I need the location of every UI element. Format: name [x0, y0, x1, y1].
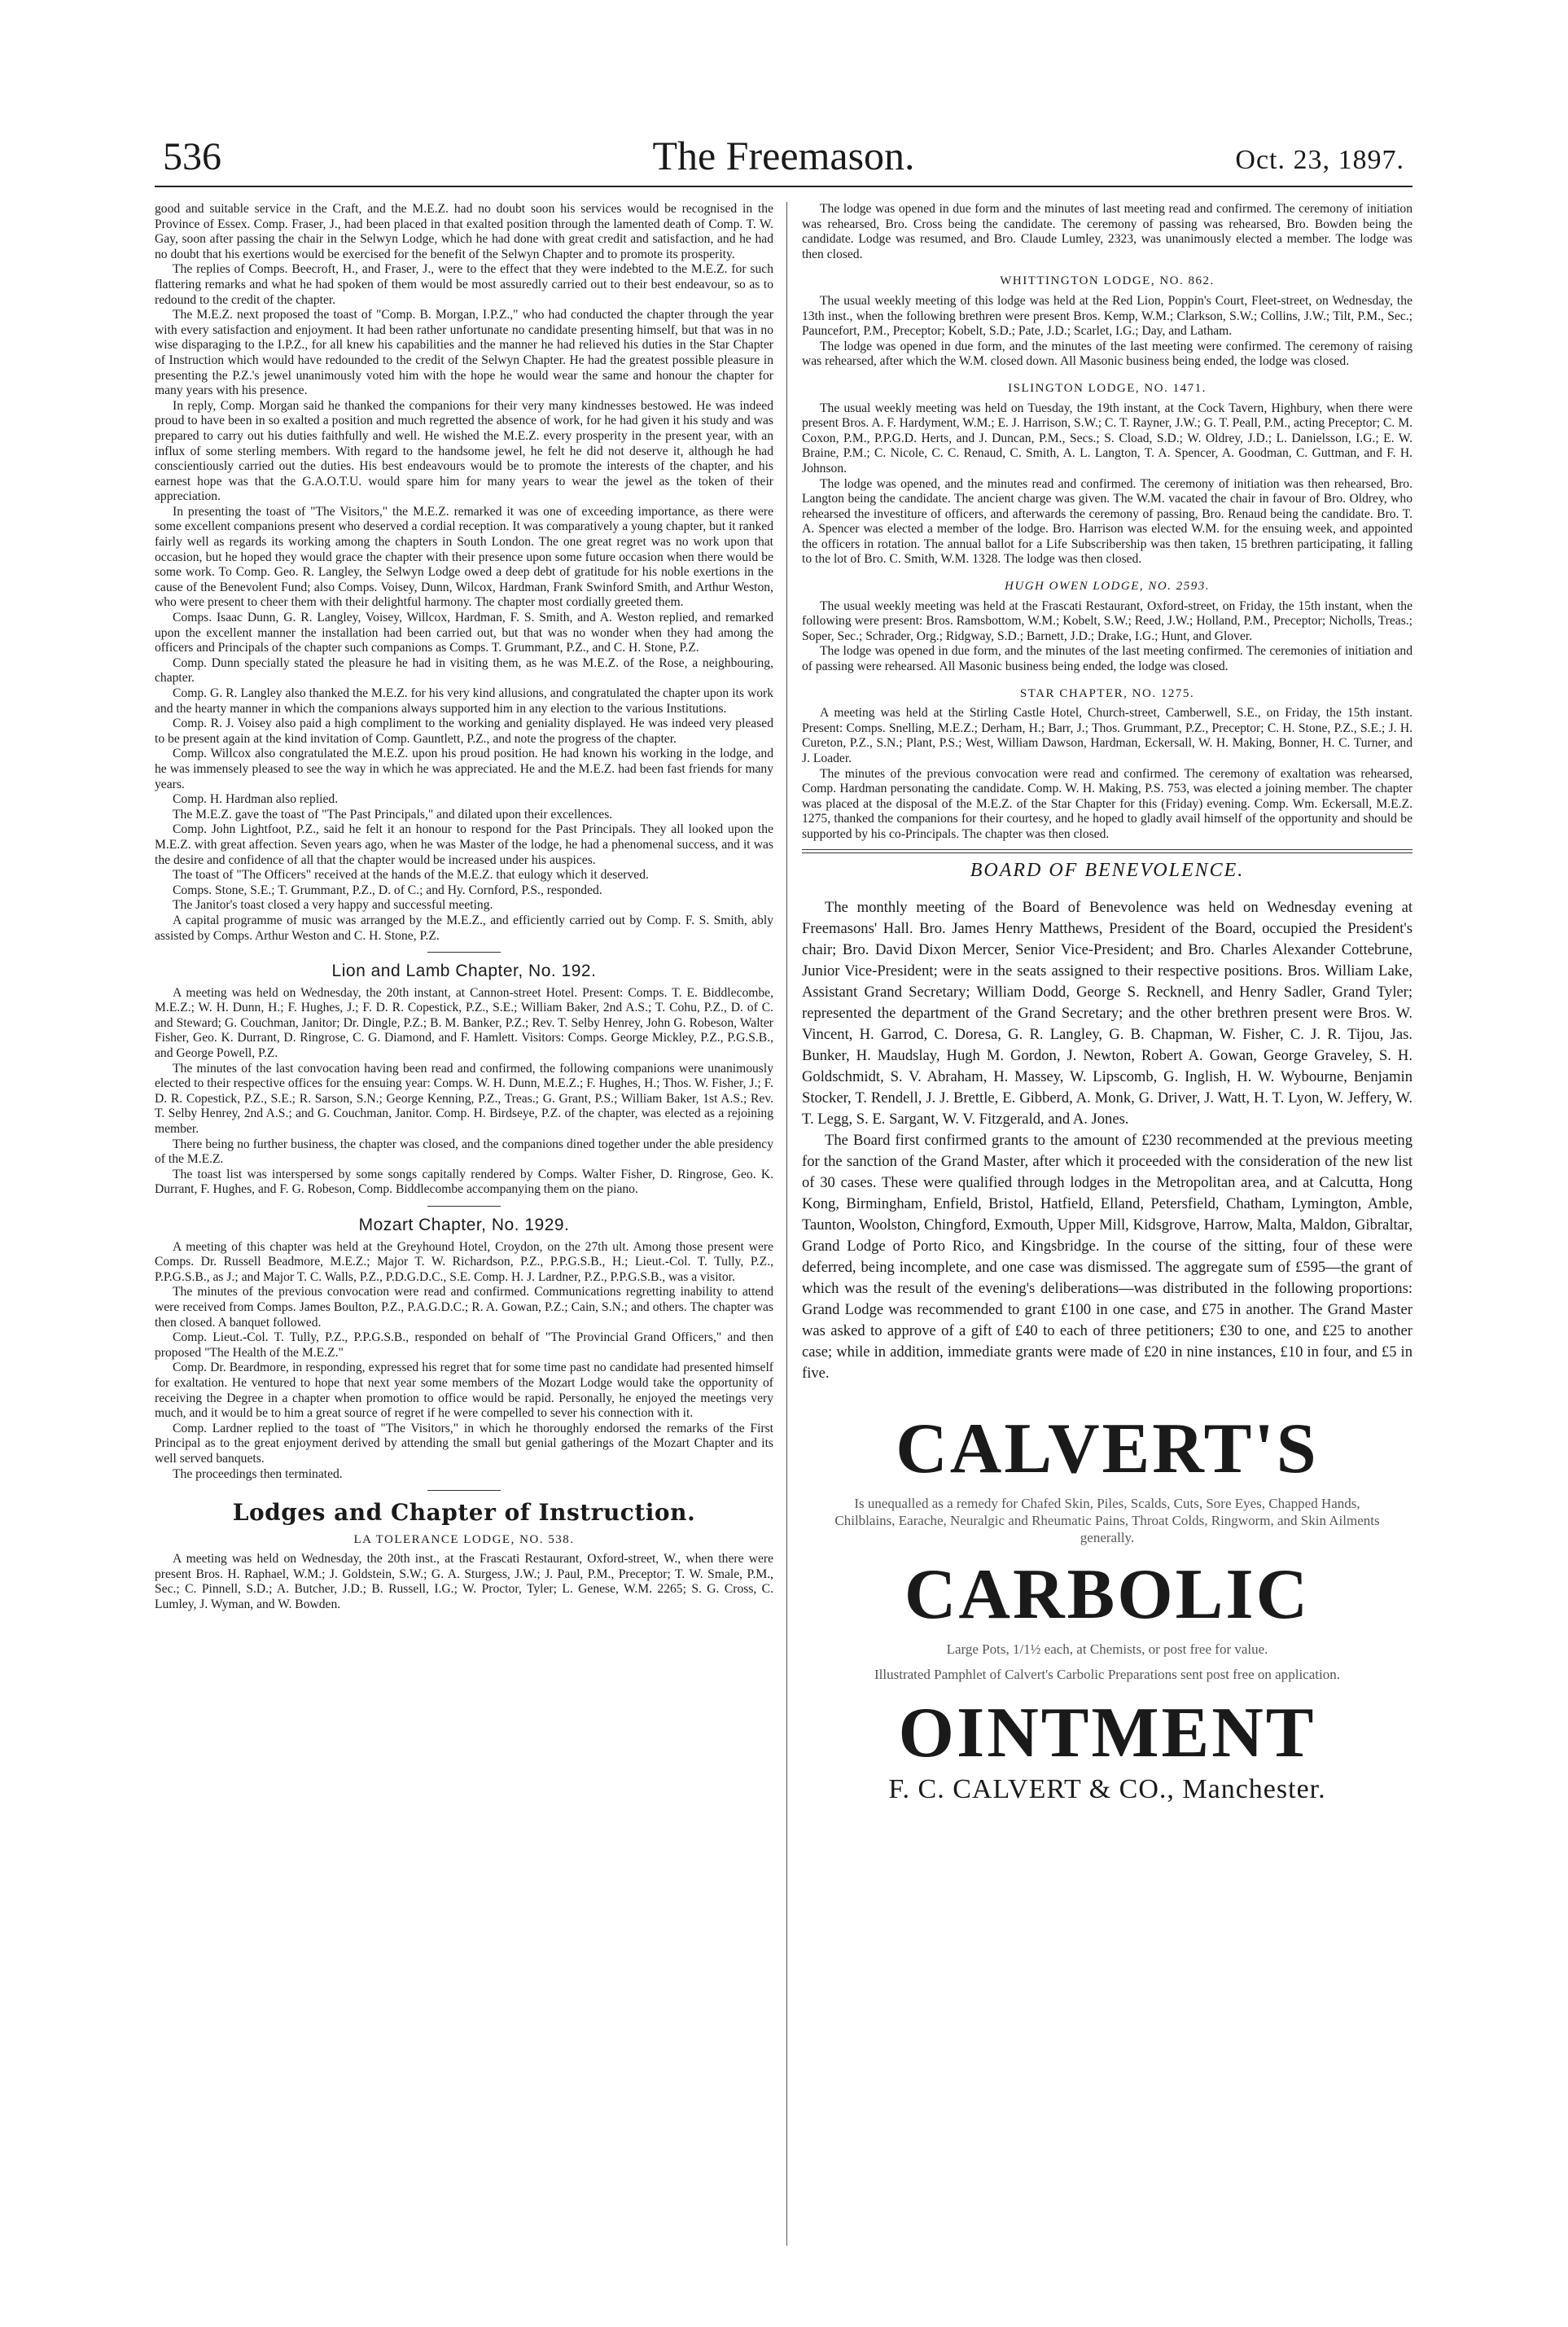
- paragraph: The usual weekly meeting of this lodge was held at the Red Lion, Poppin's Court, Fleet-street, on Wednesday, the 13th inst., when the following brethren were present Bros. Kemp, W.M.; Clarkson, S.W.; Collins, J.W.; Tilt, P.M., Sec.; Pauncefort, P.M., Preceptor; Kobelt, S.D.; Pate, J.D.; Scarlet, I.G.; Day, and Latham.: [802, 293, 1413, 339]
- hugh-owen-lodge-title: HUGH OWEN LODGE, NO. 2593.: [1005, 580, 1210, 594]
- issue-date: Oct. 23, 1897.: [1235, 145, 1404, 175]
- paragraph: Comp. Dunn specially stated the pleasure he had in visiting them, as he was M.E.Z. of the Rose, a neighbouring, chapter.: [155, 655, 773, 686]
- paragraph: Comp. G. R. Langley also thanked the M.E.Z. for his very kind allusions, and congratulated the chapter upon its work and the hearty manner in which the companions always supported him in any election to the various Institutions.: [155, 686, 773, 716]
- mozart-chapter-report: [155, 1240, 773, 1483]
- left-column: [155, 202, 773, 1613]
- paragraph: A meeting was held on Wednesday, the 20th inst., at the Frascati Restaurant, Oxford-street, W., when there were present Bros. H. Raphael, W.M.; J. Goldstein, S.W.; G. A. Sturgess, J.W.; J. Paul, P.M., Preceptor; T. W. Smale, P.M., Sec.; C. Pinnell, S.D.; A. Butcher, J.D.; B. Russell, I.G.; W. Proctor, Tyler; L. Genese, W.M. 2265; S. G. Cross, C. Lumley, J. Wyman, and W. Bowden.: [155, 1552, 773, 1612]
- paragraph: Comps. Stone, S.E.; T. Grummant, P.Z., D. of C.; and Hy. Cornford, P.S., responded.: [173, 883, 602, 897]
- advert-headline-carbolic: CARBOLIC: [904, 1555, 1311, 1635]
- publication-title: The Freemason.: [652, 133, 915, 178]
- advert-headline-ointment: OINTMENT: [898, 1694, 1316, 1773]
- paragraph: Comp. John Lightfoot, P.Z., said he felt it an honour to respond for the Past Principals. They all looked upon the M.E.Z. with great affection. Seven years ago, when he was Master of the lodge, he had a phenomenal success, and it was the desire and confidence of all that the chapter would be increased under his auspices.: [155, 822, 773, 867]
- paragraph: The lodge was opened in due form and the minutes of last meeting read and confirmed. The ceremony of initiation was rehearsed, Bro. Cross being the candidate. The ceremony of passing was rehearsed, Bro. Bowden being the candidate. Lodge was resumed, and Bro. Claude Lumley, 2323, was unanimously elected a member. The lodge was then closed.: [802, 202, 1413, 261]
- right-column: [802, 202, 1413, 1805]
- board-of-benevolence-report: [802, 897, 1413, 1384]
- hugh-owen-lodge-report: [802, 599, 1413, 675]
- lion-and-lamb-report: [155, 986, 773, 1198]
- paragraph: The minutes of the previous convocation were read and confirmed. Communications regretting inability to attend were received from Comps. James Boulton, P.Z., P.A.G.D.C.; R. A. Gowan, P.Z.; Cain, S.N.; and others. The chapter was then closed. A banquet followed.: [155, 1285, 773, 1330]
- advert-price: Large Pots, 1/1½ each, at Chemists, or post free for value.: [946, 1641, 1268, 1658]
- paragraph: A meeting of this chapter was held at the Greyhound Hotel, Croydon, on the 27th ult. Among those present were Comps. Dr. Russell Beadmore, M.E.Z.; Major T. W. Richardson, P.Z., P.P.G.S.B., H.; Lieut.-Col. T. Tully, P.Z., P.P.G.S.B., as J.; and Major T. C. Walls, P.Z., P.D.G.D.C., S.E. Comp. H. J. Lardner, P.Z., P.P.G.S.B., was a visitor.: [155, 1239, 773, 1284]
- instruction-section-title: Lodges and Chapter of Instruction.: [232, 1499, 696, 1527]
- board-of-benevolence-title: BOARD OF BENEVOLENCE.: [970, 859, 1245, 881]
- section-rule: [427, 1490, 501, 1491]
- paragraph: The minutes of the previous convocation were read and confirmed. The ceremony of exaltation was rehearsed, Comp. Hardman personating the candidate. Comp. W. H. Making, P.S. 753, was elected a joining member. The chapter was placed at the disposal of the M.E.Z. of the Star Chapter for this (Friday) evening. Comp. Wm. Eckersall, M.E.Z. 1275, thanked the companions for their courtesy, and he hoped to gladly avail himself of the opportunity and should be supported by his co-Principals. The chapter was then closed.: [802, 766, 1413, 841]
- star-chapter-title: STAR CHAPTER, NO. 1275.: [1019, 686, 1195, 700]
- paragraph: Comp. Lieut.-Col. T. Tully, P.Z., P.P.G.S.B., responded on behalf of "The Provincial Grand Officers," and then proposed "The Health of the M.E.Z.": [155, 1330, 773, 1360]
- paragraph: A meeting was held at the Stirling Castle Hotel, Church-street, Camberwell, S.E., on Friday, the 15th instant. Present: Comps. Snelling, M.E.Z.; Derham, H.; Barr, J.; Thos. Grummant, P.Z., Preceptor; C. H. Stone, P.Z., S.E.; J. H. Cureton, P.Z., S.N.; Plant, P.S.; West, William Dawson, Hardman, Eckersall, W. H. Making, Bonner, H. C. Turner, and J. Loader.: [802, 706, 1413, 765]
- advert-maker: F. C. CALVERT & CO., Manchester.: [888, 1774, 1326, 1805]
- paragraph: Comp. R. J. Voisey also paid a high compliment to the working and geniality displayed. He was indeed very pleased to be present again at the kind invitation of Comp. Gauntlett, P.Z., and note the progress of the chapter.: [155, 717, 773, 746]
- islington-lodge-report: [802, 401, 1413, 568]
- page-number: 536: [163, 135, 221, 178]
- paragraph: Comps. Isaac Dunn, G. R. Langley, Voisey, Willcox, Hardman, F. S. Smith, and A. Weston replied, and remarked upon the excellent manner the installation had been carried out, but that was no wonder when they had among the officers and Principals of the chapter such companions as Comps. T. Grummant, P.Z., and C. H. Stone, P.Z.: [155, 611, 773, 655]
- paragraph: Comp. Lardner replied to the toast of "The Visitors," in which he thoroughly endorsed the remarks of the First Principal as to the great enjoyment derived by attending the small but genial gatherings of the Mozart Chapter and its well served banquets.: [155, 1421, 773, 1466]
- paragraph: The lodge was opened in due form, and the minutes of the last meeting were confirmed. The ceremony of raising was rehearsed, after which the W.M. closed down. All Masonic business being ended, the lodge was closed.: [802, 339, 1413, 369]
- paragraph: A meeting was held on Wednesday, the 20th instant, at Cannon-street Hotel. Present: Comps. T. E. Biddlecombe, M.E.Z.; W. H. Dunn, H.; F. Hughes, J.; F. D. R. Copestick, P.Z., S.E.; William Baker, 2nd A.S.; T. Cohu, P.Z., D. of C. and Steward; G. Couchman, Janitor; Dr. Dingle, P.Z.; B. M. Banker, P.Z.; Rev. T. Selby Henrey, John G. Robeson, Walter Fisher, Geo. K. Durrant, D. Ringrose, C. G. Diamond, and F. Hamlett. Visitors: Comps. George Mickley, P.Z., P.G.S.B., and George Powell, P.Z.: [155, 985, 773, 1061]
- paragraph: The toast list was interspersed by some songs capitally rendered by Comps. Walter Fisher, D. Ringrose, Geo. K. Durrant, F. Hughes, and F. G. Robeson, Comp. Biddlecombe accompanying them on the piano.: [155, 1167, 773, 1197]
- paragraph: The lodge was opened, and the minutes read and confirmed. The ceremony of initiation was then rehearsed, Bro. Langton being the candidate. The ancient charge was given. The W.M. vacated the chair in favour of Bro. Oldrey, who rehearsed the investiture of officers, and afterwards the ceremony of passing, Bro. Renaud being the candidate. Bro. T. A. Spencer was elected a member of the lodge. Bro. Harrison was elected W.M. for the ensuing week, and appointed the officers in rotation. The annual ballot for a Life Subscribership was then taken, 15 brethren participating, it falling to the lot of Bro. C. Smith, W.M. 1328. The lodge was then closed.: [802, 476, 1413, 567]
- column-divider: [786, 202, 787, 2246]
- mozart-chapter-title: Mozart Chapter, No. 1929.: [358, 1216, 570, 1234]
- advert-headline-calverts: CALVERT'S: [896, 1409, 1319, 1489]
- paragraph: The M.E.Z. gave the toast of "The Past Principals," and dilated upon their excellences.: [173, 807, 613, 822]
- paragraph: The monthly meeting of the Board of Benevolence was held on Wednesday evening at Freemasons' Hall. Bro. James Henry Matthews, President of the Board, occupied the President's chair; Bro. David Dixon Mercer, Senior Vice-President; and Bro. Charles Alexander Cottebrune, Junior Vice-President; were in the seats assigned to their respective positions. Bros. William Lake, Assistant Grand Secretary; William Dodd, George S. Recknell, and Henry Sadler, Grand Tyler; represented the department of the Grand Secretary; and the other brethren present were Bros. W. Vincent, H. Garrod, C. Doresa, G. R. Langley, G. B. Chapman, W. Fisher, C. J. R. Tijou, Jas. Bunker, H. Maudslay, Hugh M. Gordon, J. Newton, Robert A. Gowan, George Graveley, S. H. Goldschmidt, S. V. Abraham, H. Massey, W. Lipscomb, G. Inglish, H. W. Wybourne, Benjamin Stocker, T. Rendell, J. J. Brettle, E. Gibberd, A. Monk, G. Driver, J. Watt, H. T. Lyon, W. Jeffery, W. T. Legg, S. E. Sargant, W. V. Fitzgerald, and A. Jones.: [802, 899, 1413, 1128]
- star-chapter-report: [802, 706, 1413, 842]
- paragraph: The Board first confirmed grants to the amount of £230 recommended at the previous meeting for the sanction of the Grand Master, after which it proceeded with the consideration of the new list of 30 cases. These were qualified through lodges in the Metropolitan area, and at Calcutta, Hong Kong, Birmingham, Enfield, Bristol, Hatfield, Elland, Petersfield, Chatham, Lymington, Amble, Taunton, Woolston, Chingford, Exmouth, Upper Mill, Kidsgrove, Harrow, Malta, Maldon, Gibraltar, Grand Lodge of Porto Rico, and Kingsbridge. In the course of the sitting, four of these were deferred, being incomplete, and one case was dismissed. The aggregate sum of £595—the grant of which was the result of the evening's deliberations—was distributed in the following proportions: Grand Lodge was recommended to grant £100 in one case, and £75 in another. The Grand Master was asked to approve of a gift of £40 to each of three petitioners; £30 to one, and £25 to another case; while in addition, immediate grants were made of £20 in nine instances, £10 in four, and £5 in five.: [802, 1132, 1413, 1383]
- paragraph: good and suitable service in the Craft, and the M.E.Z. had no doubt soon his services would be recognised in the Province of Essex. Comp. Fraser, J., had been placed in that exalted position through the lamented death of Comp. T. W. Gay, soon after passing the chair in the Selwyn Lodge, which he had done with great credit and satisfaction, and he had no doubt that his exertions would be exercised for the benefit of the Selwyn Chapter and to promote its prosperity.: [155, 202, 773, 261]
- advert-pamphlet: Illustrated Pamphlet of Calvert's Carbolic Preparations sent post free on application.: [874, 1667, 1340, 1683]
- section-double-rule: [802, 849, 1413, 853]
- selwyn-chapter-report: [155, 202, 773, 944]
- calvert-advertisement: [802, 1409, 1413, 1805]
- lion-and-lamb-title: Lion and Lamb Chapter, No. 192.: [331, 962, 597, 981]
- masthead: [155, 121, 1413, 187]
- paragraph: Comp. H. Hardman also replied.: [173, 792, 339, 807]
- islington-lodge-title: ISLINGTON LODGE, NO. 1471.: [1008, 381, 1207, 395]
- paragraph: In reply, Comp. Morgan said he thanked the companions for their very many kindnesses bestowed. He was indeed proud to have been in so exalted a position and much regretted the absence of work, for he had given it his study and was prepared to carry out his duties faithfully and well. He wished the M.E.Z. every prosperity in the present year, with an influx of some sterling members. With regard to the handsome jewel, he felt he did not deserve it, although he had conscientiously carried out the duties. His best endeavours would be to promote the interests of the chapter, and his earnest hope was that the G.A.O.T.U. would spare him for many years to wear the jewel as the token of their appreciation.: [155, 398, 773, 504]
- paragraph: Comp. Dr. Beardmore, in responding, expressed his regret that for some time past no candidate had presented himself for exaltation. He ventured to hope that next year some members of the Mozart Lodge would take the opportunity of receiving the Degree in a chapter when promotion to office would be rapid. Personally, he enjoyed the meetings very much, and it would be to him a great source of regret if he were compelled to sever his connection with it.: [155, 1361, 773, 1421]
- paragraph: Comp. Willcox also congratulated the M.E.Z. upon his proud position. He had known his working in the lodge, and he was immensely pleased to see the way in which he was appreciated. He and the M.E.Z. had been fast friends for many years.: [155, 747, 773, 791]
- whittington-lodge-title: WHITTINGTON LODGE, NO. 862.: [1000, 274, 1215, 288]
- paragraph: The replies of Comps. Beecroft, H., and Fraser, J., were to the effect that they were indebted to the M.E.Z. for such flattering remarks and what he had spoken of them would be most assuredly carried out to their best endeavour, so as to redound to the credit of the chapter.: [155, 262, 773, 307]
- paragraph: The lodge was opened in due form, and the minutes of the last meeting confirmed. The ceremonies of initiation and of passing were rehearsed. All Masonic business being ended, the lodge was closed.: [802, 644, 1413, 674]
- paragraph: The Janitor's toast closed a very happy and successful meeting.: [173, 898, 493, 913]
- paragraph: The minutes of the last convocation having been read and confirmed, the following companions were unanimously elected to their respective offices for the ensuing year: Comps. W. H. Dunn, M.E.Z.; F. Hughes, H.; Thos. W. Fisher, J.; F. D. R. Copestick, P.Z., S.E.; R. Sarson, S.N.; George Kenning, P.Z., Treas.; G. Grant, P.S.; William Baker, 1st A.S.; Rev. T. Selby Henrey, 2nd A.S.; and G. Couchman, Janitor. Comp. H. Birdseye, P.Z. of the chapter, was elected as a rejoining member.: [155, 1061, 773, 1137]
- la-tolerance-report: [155, 1552, 773, 1612]
- whittington-lodge-report: [802, 294, 1413, 370]
- paragraph: The M.E.Z. next proposed the toast of "Comp. B. Morgan, I.P.Z.," who had conducted the chapter through the year with every satisfaction and enjoyment. It had been rather unfortunate no candidate presenting himself, but that was in no wise disparaging to the I.P.Z., for all knew his capabilities and the manner he had relieved his duties in the Star Chapter of Instruction which would have redounded to the credit of the Selwyn Chapter. He had the greatest possible pleasure in presenting the P.Z.'s jewel unanimously voted him with the hope he would wear the same and honour the chapter for many years with his presence.: [155, 308, 773, 398]
- paragraph: The usual weekly meeting was held at the Frascati Restaurant, Oxford-street, on Friday, the 15th instant, when the following were present: Bros. Ramsbottom, W.M.; Kobelt, S.W.; Reed, J.W.; Holland, P.M., Preceptor; Nicholls, Treas.; Soper, Sec.; Schrader, Org.; Ridgway, S.D.; Barnett, J.D.; Drake, I.G.; Hunt, and Glover.: [802, 598, 1413, 643]
- la-tolerance-continued: [802, 202, 1413, 262]
- advert-description: Is unequalled as a remedy for Chafed Skin, Piles, Scalds, Cuts, Sore Eyes, Chapped Hands, Chilblains, Earache, Neuralgic and Rheumatic Pains, Throat Colds, Ringworm, and Skin Ailments generally.: [834, 1496, 1380, 1546]
- paragraph: In presenting the toast of "The Visitors," the M.E.Z. remarked it was one of exceeding importance, as there were some excellent companions present who deserved a cordial reception. It was comparatively a young chapter, but it ranked fairly well as regards its working among the chapters in South London. The one great regret was no work upon that occasion, but he hoped they would grace the chapter with their presence upon some future occasion when there would be some work. To Comp. Geo. R. Langley, the Selwyn Lodge owed a deep debt of gratitude for his noble exertions in the cause of the Benevolent Fund; also Comps. Voisey, Dunn, Wilcox, Hardman, Frank Swinford Smith, and Arthur Weston, who were present to cheer them with their delightful harmony. The chapter most cordially greeted them.: [155, 504, 773, 610]
- paragraph: A capital programme of music was arranged by the M.E.Z., and efficiently carried out by Comp. F. S. Smith, ably assisted by Comps. Arthur Weston and C. H. Stone, P.Z.: [155, 913, 773, 943]
- paragraph: There being no further business, the chapter was closed, and the companions dined together under the able presidency of the M.E.Z.: [155, 1137, 773, 1167]
- la-tolerance-title: LA TOLERANCE LODGE, NO. 538.: [353, 1532, 575, 1546]
- paragraph: The usual weekly meeting was held on Tuesday, the 19th instant, at the Cock Tavern, Highbury, when there were present Bros. A. F. Hardyment, W.M.; E. J. Harrison, S.W.; C. T. Rayner, J.W.; G. T. Peall, P.M., acting Preceptor; C. M. Coxon, P.M., P.P.G.D. Herts, and J. Duncan, P.M., Secs.; S. Cload, S.D.; W. Oldrey, J.D.; L. Danielsson, I.G.; E. W. Braine, P.M.; C. Nicole, C. C. Renaud, C. Smith, A. L. Langton, T. A. Spencer, A. Goodman, C. Guttman, and F. H. Johnson.: [802, 401, 1413, 475]
- paragraph: The proceedings then terminated.: [173, 1466, 343, 1481]
- section-rule: [427, 952, 501, 953]
- paragraph: The toast of "The Officers" received at the hands of the M.E.Z. that eulogy which it deserved.: [173, 868, 649, 883]
- section-rule: [427, 1206, 501, 1207]
